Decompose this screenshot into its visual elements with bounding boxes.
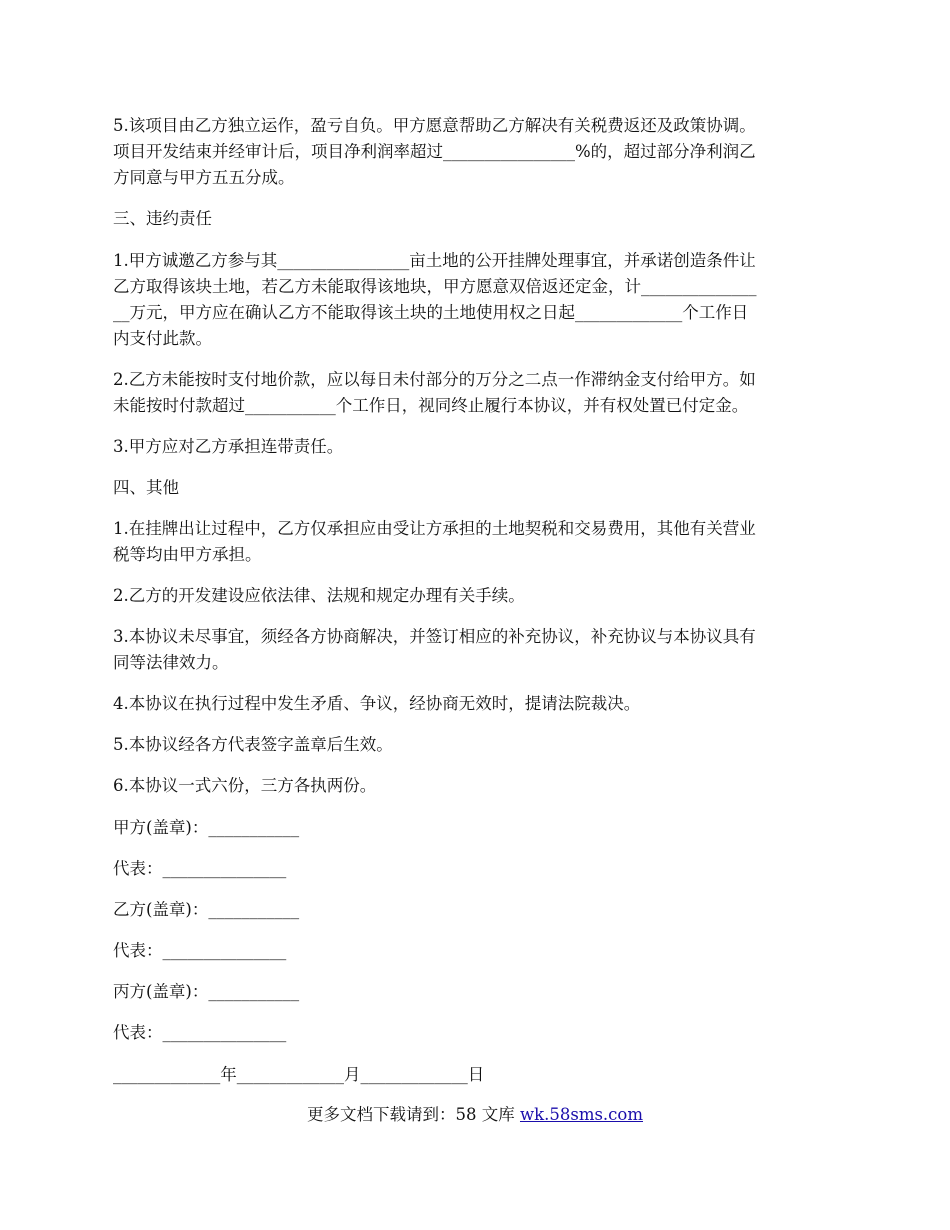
doc-line: 1.甲方诚邀乙方参与其________________亩土地的公开挂牌处理事宜，并承诺创造条件让: [113, 251, 756, 270]
footer: [0, 1102, 950, 1128]
doc-line: __万元，甲方应在确认乙方不能取得该土块的土地使用权之日起_____________个工作日: [113, 303, 749, 322]
doc-line: 5.该项目由乙方独立运作，盈亏自负。甲方愿意帮助乙方解决有关税费返还及政策协调。: [113, 116, 756, 135]
doc-line: 项目开发结束并经审计后，项目净利润率超过________________%的，超过部分净利润乙: [113, 142, 756, 161]
doc-line: 2.乙方未能按时支付地价款，应以每日未付部分的万分之二点一作滞纳金支付给甲方。如: [113, 370, 756, 389]
doc-line: 2.乙方的开发建设应依法律、法规和规定办理有关手续。: [113, 586, 525, 605]
doc-line: 3.甲方应对乙方承担连带责任。: [113, 437, 344, 456]
doc-line: 内支付此款。: [113, 329, 212, 348]
date-line: _____________年_____________月_____________日: [113, 1065, 485, 1084]
signature-line: 甲方(盖章)：___________: [113, 818, 300, 837]
signature-line: 代表：_______________: [113, 1023, 287, 1042]
doc-line: 4.本协议在执行过程中发生矛盾、争议，经协商无效时，提请法院裁决。: [113, 694, 641, 713]
doc-line: 同等法律效力。: [113, 653, 229, 672]
doc-line: 3.本协议未尽事宜，须经各方协商解决，并签订相应的补充协议，补充协议与本协议具有: [113, 627, 756, 646]
signature-line: 丙方(盖章)：___________: [113, 982, 300, 1001]
doc-line: 5.本协议经各方代表签字盖章后生效。: [113, 735, 393, 754]
signature-line: 乙方(盖章)：___________: [113, 900, 300, 919]
doc-line: 乙方取得该块土地，若乙方未能取得该地块，甲方愿意双倍返还定金，计______________: [113, 277, 757, 296]
doc-line: 方同意与甲方五五分成。: [113, 168, 295, 187]
section-heading: 三、违约责任: [113, 209, 212, 228]
doc-line: 1.在挂牌出让过程中，乙方仅承担应由受让方承担的土地契税和交易费用，其他有关营业: [113, 519, 756, 538]
signature-line: 代表：_______________: [113, 941, 287, 960]
doc-line: 税等均由甲方承担。: [113, 545, 262, 564]
doc-line: 未能按时付款超过___________个工作日，视同终止履行本协议，并有权处置已付定金。: [113, 396, 749, 415]
section-heading: 四、其他: [113, 478, 179, 497]
signature-line: 代表：_______________: [113, 859, 287, 878]
doc-line: 6.本协议一式六份，三方各执两份。: [113, 776, 377, 795]
footer-text: 更多文档下载请到：58 文库: [306, 1105, 520, 1124]
footer-link[interactable]: wk.58sms.com: [519, 1105, 643, 1124]
